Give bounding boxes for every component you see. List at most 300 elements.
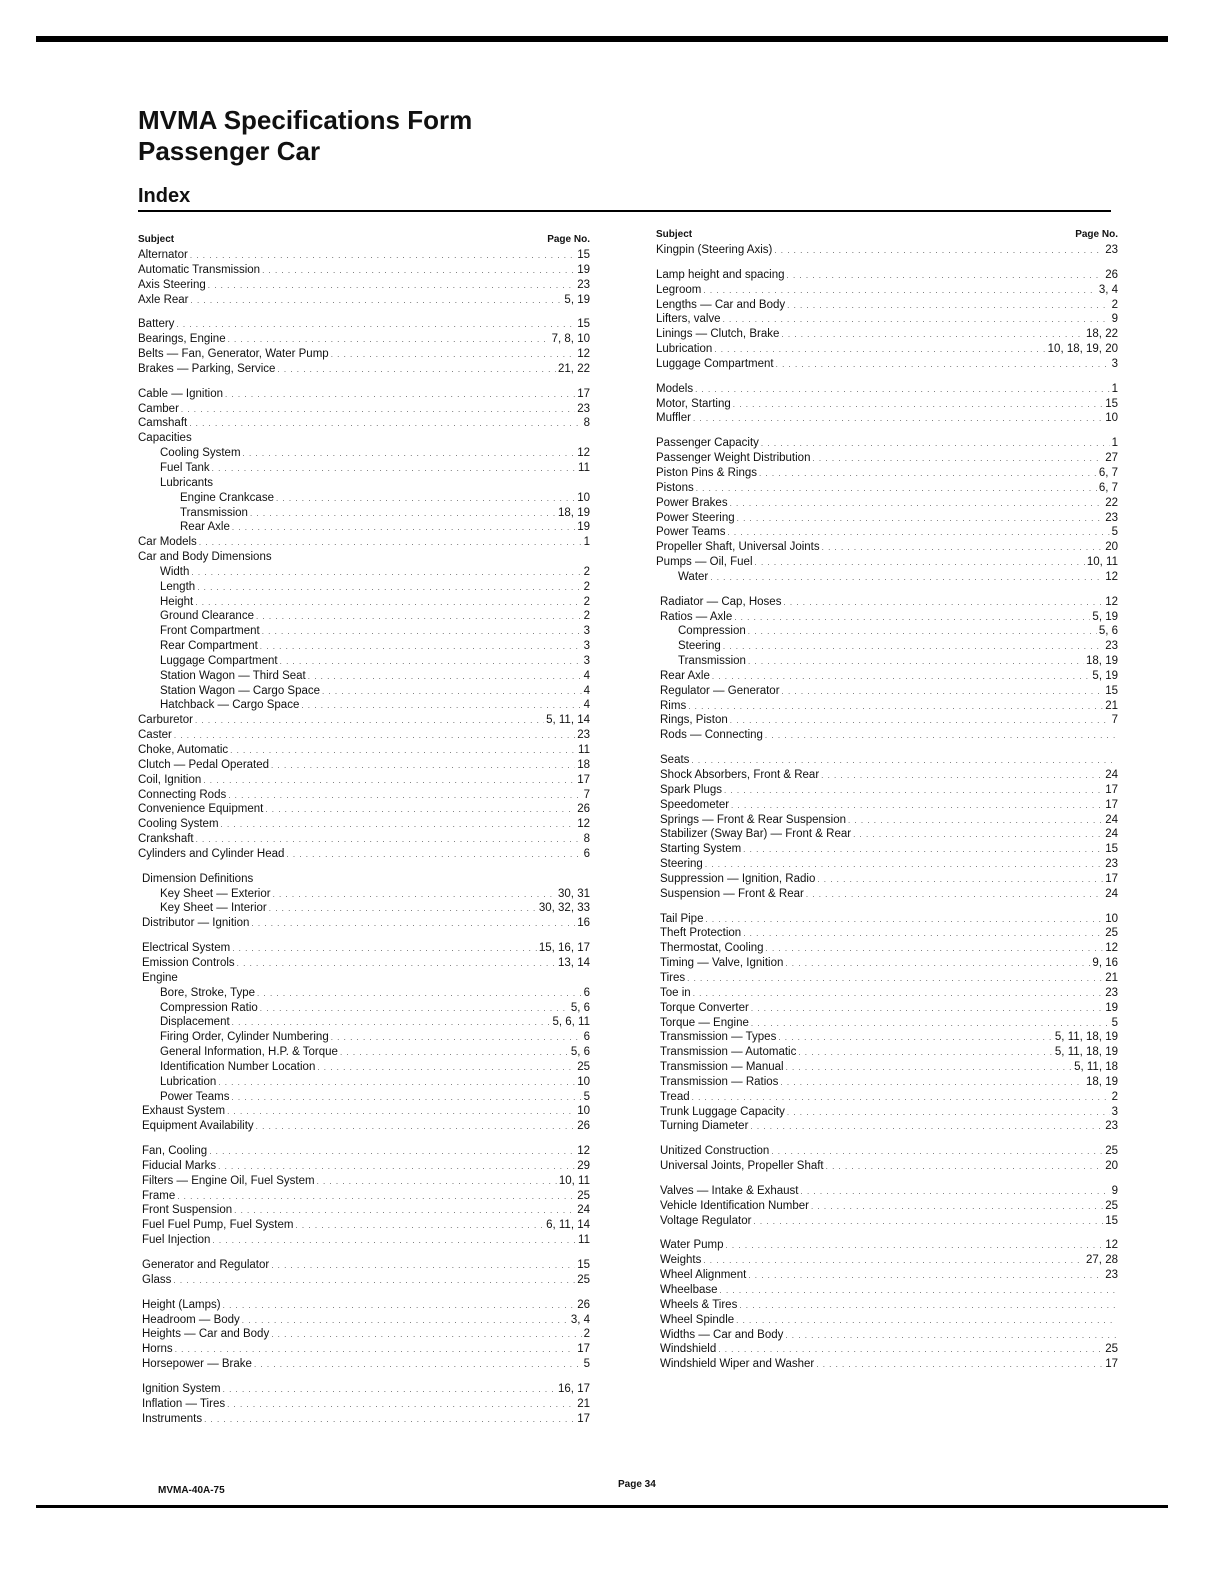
index-entry xyxy=(138,476,590,491)
dot-leader xyxy=(218,1075,575,1091)
entry-subject: Lubrication xyxy=(656,343,713,356)
entry-page: 8 xyxy=(583,833,590,846)
entry-subject: Lifters, valve xyxy=(656,313,721,326)
dot-leader xyxy=(771,1144,1103,1160)
index-entry xyxy=(138,901,590,916)
entry-page: 7 xyxy=(1111,714,1118,727)
index-entry xyxy=(656,610,1118,625)
entry-subject: Steering xyxy=(660,858,703,871)
dot-leader xyxy=(693,986,1104,1002)
group-gap xyxy=(656,426,1118,436)
entry-page: 10 xyxy=(577,1075,590,1088)
entry-page: 24 xyxy=(577,1204,590,1217)
entry-subject: Compression Ratio xyxy=(160,1001,258,1014)
entry-subject: Carburetor xyxy=(138,714,193,727)
dot-leader xyxy=(254,1357,582,1373)
index-entry xyxy=(138,941,590,956)
dot-leader xyxy=(753,1214,1103,1230)
index-entry xyxy=(138,550,590,565)
dot-leader xyxy=(782,684,1104,700)
entry-page: 3 xyxy=(583,625,590,638)
index-entry xyxy=(138,491,590,506)
entry-subject: Key Sheet — Exterior xyxy=(160,887,271,900)
entry-page: 1 xyxy=(583,536,590,549)
entry-page: 1 xyxy=(1111,437,1118,450)
entry-subject: Rims xyxy=(660,699,687,712)
entry-subject: Horns xyxy=(142,1343,173,1356)
entry-subject: Rear Compartment xyxy=(160,640,258,653)
entry-subject: Tread xyxy=(660,1090,690,1103)
entry-page: 27 xyxy=(1105,452,1118,465)
index-entry xyxy=(138,817,590,832)
entry-subject: Cable — Ignition xyxy=(138,387,224,400)
group-gap xyxy=(138,862,590,872)
index-entry xyxy=(656,728,1118,743)
entry-subject: Wheels & Tires xyxy=(660,1298,738,1311)
entry-page: 5, 11, 18 xyxy=(1074,1061,1118,1074)
entry-subject: Camshaft xyxy=(138,417,188,430)
entry-page: 21, 22 xyxy=(558,362,590,375)
index-entry xyxy=(138,1233,590,1248)
dot-leader xyxy=(737,511,1104,527)
entry-page: 4 xyxy=(583,684,590,697)
entry-page: 17 xyxy=(577,1412,590,1425)
entry-subject: Suspension — Front & Rear xyxy=(660,887,804,900)
entry-page: 21 xyxy=(1105,699,1118,712)
entry-page: 11 xyxy=(578,461,590,474)
dot-leader xyxy=(331,1030,582,1046)
dot-leader xyxy=(801,1184,1110,1200)
entry-page: 23 xyxy=(1105,1120,1118,1133)
entry-page: 10 xyxy=(577,491,590,504)
index-entry xyxy=(656,842,1118,857)
entry-subject: Transmission — Automatic xyxy=(660,1046,797,1059)
entry-subject: Exhaust System xyxy=(142,1105,226,1118)
column-header xyxy=(138,232,590,248)
entry-subject: Lengths — Car and Body xyxy=(656,298,786,311)
index-entry xyxy=(656,1075,1118,1090)
index-entry xyxy=(656,312,1118,327)
entry-page: 17 xyxy=(1105,1358,1118,1371)
index-entry xyxy=(656,1105,1118,1120)
entry-page: 12 xyxy=(1105,1239,1118,1252)
dot-leader xyxy=(705,857,1103,873)
dot-leader xyxy=(232,1015,551,1031)
index-entry xyxy=(656,342,1118,357)
form-id: MVMA-40A-75 xyxy=(158,1485,225,1496)
group-gap xyxy=(656,258,1118,268)
dot-leader xyxy=(693,411,1103,427)
entry-page: 23 xyxy=(1105,511,1118,524)
entry-page: 23 xyxy=(577,402,590,415)
index-entry xyxy=(656,595,1118,610)
entry-subject: Piston Pins & Rings xyxy=(656,466,757,479)
dot-leader xyxy=(727,525,1109,541)
index-entry xyxy=(138,639,590,654)
index-entry xyxy=(138,580,590,595)
entry-page: 2 xyxy=(583,565,590,578)
dot-leader xyxy=(710,570,1103,586)
index-entry xyxy=(656,268,1118,283)
index-entry xyxy=(138,669,590,684)
entry-page: 10, 11 xyxy=(558,1174,590,1187)
entry-subject: Spark Plugs xyxy=(660,783,723,796)
dot-leader xyxy=(234,1203,575,1219)
index-list-left xyxy=(138,248,590,1426)
dot-leader xyxy=(724,783,1103,799)
document-title xyxy=(138,105,472,167)
dot-leader xyxy=(687,971,1103,987)
dot-leader xyxy=(218,1159,575,1175)
index-entry xyxy=(656,481,1118,496)
entry-page: 3, 4 xyxy=(570,1313,590,1326)
entry-subject: Unitized Construction xyxy=(660,1145,770,1158)
entry-subject: Axis Steering xyxy=(138,278,206,291)
index-entry xyxy=(656,684,1118,699)
dot-leader xyxy=(230,743,576,759)
entry-subject: Convenience Equipment xyxy=(138,803,264,816)
index-entry xyxy=(138,248,590,263)
dot-leader xyxy=(174,728,575,744)
entry-subject: Speedometer xyxy=(660,798,730,811)
entry-page: 18 xyxy=(577,758,590,771)
index-entry xyxy=(656,1328,1118,1343)
entry-page: 4 xyxy=(583,699,590,712)
dot-leader xyxy=(232,520,575,536)
group-gap xyxy=(138,1288,590,1298)
group-gap xyxy=(656,902,1118,912)
entry-subject: Axle Rear xyxy=(138,293,189,306)
entry-subject: Fuel Fuel Pump, Fuel System xyxy=(142,1219,294,1232)
dot-leader xyxy=(712,669,1091,685)
dot-leader xyxy=(817,872,1103,888)
dot-leader xyxy=(703,283,1096,299)
dot-leader xyxy=(774,243,1103,259)
index-entry xyxy=(138,971,590,986)
index-entry xyxy=(656,1342,1118,1357)
dot-leader xyxy=(696,481,1097,497)
entry-subject: Windshield Wiper and Washer xyxy=(660,1358,815,1371)
entry-subject: Trunk Luggage Capacity xyxy=(660,1105,785,1118)
index-entry xyxy=(656,1144,1118,1159)
index-entry xyxy=(138,1397,590,1412)
index-entry xyxy=(138,416,590,431)
group-gap xyxy=(656,1174,1118,1184)
index-entry xyxy=(138,1001,590,1016)
entry-subject: Power Teams xyxy=(160,1090,230,1103)
dot-leader xyxy=(725,1238,1103,1254)
entry-page: 2 xyxy=(583,580,590,593)
entry-page: 12 xyxy=(1105,942,1118,955)
entry-subject: Linings — Clutch, Brake xyxy=(656,328,780,341)
index-entry xyxy=(656,753,1118,768)
entry-subject: Fuel Tank xyxy=(160,461,210,474)
entry-page: 3 xyxy=(583,640,590,653)
entry-page: 5 xyxy=(1111,1016,1118,1029)
entry-subject: Battery xyxy=(138,318,175,331)
dot-leader xyxy=(225,387,575,403)
entry-page: 15 xyxy=(1105,684,1118,697)
entry-subject: Dimension Definitions xyxy=(142,872,254,885)
entry-subject: Voltage Regulator xyxy=(660,1214,752,1227)
index-entry xyxy=(656,397,1118,412)
entry-page: 9 xyxy=(1111,1184,1118,1197)
index-entry xyxy=(138,1218,590,1233)
entry-page: 5, 6 xyxy=(1098,625,1118,638)
entry-page: 25 xyxy=(1105,1145,1118,1158)
entry-page: 6 xyxy=(583,847,590,860)
entry-page: 12 xyxy=(1105,570,1118,583)
entry-subject: Fiducial Marks xyxy=(142,1159,217,1172)
dot-leader xyxy=(212,461,576,477)
dot-leader xyxy=(714,342,1045,358)
dot-leader xyxy=(723,639,1103,655)
dot-leader xyxy=(273,887,556,903)
entry-page: 30, 31 xyxy=(558,887,590,900)
entry-subject: Belts — Fan, Generator, Water Pump xyxy=(138,348,329,361)
group-gap xyxy=(138,377,590,387)
entry-page: 1 xyxy=(1111,382,1118,395)
dot-leader xyxy=(785,1328,1116,1344)
page-number: Page 34 xyxy=(618,1479,656,1490)
entry-page: 17 xyxy=(577,387,590,400)
entry-subject: Front Compartment xyxy=(160,625,260,638)
dot-leader xyxy=(723,312,1110,328)
index-entry xyxy=(138,1342,590,1357)
entry-page: 23 xyxy=(577,729,590,742)
index-rule xyxy=(138,210,1111,212)
index-entry xyxy=(656,1030,1118,1045)
entry-subject: Wheel Alignment xyxy=(660,1269,747,1282)
index-entry xyxy=(138,1119,590,1134)
entry-subject: Coil, Ignition xyxy=(138,773,202,786)
dot-leader xyxy=(256,609,582,625)
index-entry xyxy=(138,1203,590,1218)
group-gap xyxy=(138,307,590,317)
entry-page: 20 xyxy=(1105,1160,1118,1173)
dot-leader xyxy=(776,357,1110,373)
index-entry xyxy=(138,565,590,580)
entry-subject: Ground Clearance xyxy=(160,610,254,623)
index-entry xyxy=(656,1313,1118,1328)
entry-subject: Wheel Spindle xyxy=(660,1313,735,1326)
index-entry xyxy=(656,926,1118,941)
dot-leader xyxy=(242,1313,569,1329)
entry-subject: Capacities xyxy=(138,432,192,445)
dot-leader xyxy=(691,753,1116,769)
entry-subject: Firing Order, Cylinder Numbering xyxy=(160,1031,329,1044)
entry-page: 27, 28 xyxy=(1086,1254,1118,1267)
dot-leader xyxy=(208,278,575,294)
index-entry xyxy=(138,535,590,550)
index-entry xyxy=(656,1184,1118,1199)
entry-page: 25 xyxy=(1105,1343,1118,1356)
entry-page: 23 xyxy=(1105,640,1118,653)
index-entry xyxy=(656,798,1118,813)
entry-page: 24 xyxy=(1105,813,1118,826)
dot-leader xyxy=(731,798,1103,814)
subject-header: Subject xyxy=(656,229,693,240)
index-entry xyxy=(656,872,1118,887)
entry-subject: Suppression — Ignition, Radio xyxy=(660,872,816,885)
index-entry xyxy=(138,847,590,862)
index-entry xyxy=(656,525,1118,540)
index-entry xyxy=(138,595,590,610)
dot-leader xyxy=(260,1001,569,1017)
entry-subject: Key Sheet — Interior xyxy=(160,902,267,915)
index-entry xyxy=(656,1268,1118,1283)
dot-leader xyxy=(811,1199,1103,1215)
entry-subject: Passenger Capacity xyxy=(656,437,759,450)
entry-page: 6, 11, 14 xyxy=(546,1219,590,1232)
entry-subject: Fan, Cooling xyxy=(142,1145,208,1158)
entry-subject: Brakes — Parking, Service xyxy=(138,362,276,375)
index-entry xyxy=(138,1313,590,1328)
dot-leader xyxy=(197,580,581,596)
entry-page: 10, 11 xyxy=(1086,556,1118,569)
dot-leader xyxy=(189,416,581,432)
index-entry xyxy=(138,916,590,931)
group-gap xyxy=(656,1228,1118,1238)
dot-leader xyxy=(778,1030,1053,1046)
entry-subject: Electrical System xyxy=(142,942,231,955)
dot-leader xyxy=(748,624,1097,640)
entry-subject: Filters — Engine Oil, Fuel System xyxy=(142,1174,315,1187)
entry-subject: Hatchback — Cargo Space xyxy=(160,699,300,712)
index-entry xyxy=(138,263,590,278)
dot-leader xyxy=(765,728,1116,744)
entry-page: 17 xyxy=(1105,783,1118,796)
entry-subject: Steering xyxy=(678,640,721,653)
index-entry xyxy=(138,1174,590,1189)
index-entry xyxy=(138,402,590,417)
index-entry xyxy=(138,293,590,308)
index-entry xyxy=(138,1327,590,1342)
index-entry xyxy=(138,332,590,347)
entry-page: 25 xyxy=(577,1273,590,1286)
entry-subject: Theft Protection xyxy=(660,927,742,940)
entry-subject: Height xyxy=(160,595,194,608)
dot-leader xyxy=(196,832,582,848)
title-line-1: MVMA Specifications Form xyxy=(138,105,473,135)
index-column-right xyxy=(656,227,1118,1372)
index-entry xyxy=(138,1015,590,1030)
entry-page: 26 xyxy=(1105,268,1118,281)
entry-page: 16, 17 xyxy=(558,1382,590,1395)
index-heading: Index xyxy=(138,185,191,207)
entry-subject: Power Steering xyxy=(656,511,735,524)
entry-page: 17 xyxy=(1105,798,1118,811)
entry-page: 21 xyxy=(1105,971,1118,984)
entry-page: 3 xyxy=(1111,1105,1118,1118)
dot-leader xyxy=(853,827,1103,843)
entry-subject: Luggage Compartment xyxy=(160,654,278,667)
entry-subject: Kingpin (Steering Axis) xyxy=(656,244,773,256)
entry-subject: Bearings, Engine xyxy=(138,333,226,346)
entry-subject: Frame xyxy=(142,1189,176,1202)
dot-leader xyxy=(720,1283,1116,1299)
dot-leader xyxy=(203,773,575,789)
index-entry xyxy=(138,1045,590,1060)
index-entry xyxy=(656,570,1118,585)
entry-subject: Weights xyxy=(660,1254,702,1267)
dot-leader xyxy=(223,1382,556,1398)
entry-page: 10 xyxy=(577,1105,590,1118)
index-entry xyxy=(138,1412,590,1427)
index-list-right xyxy=(656,243,1118,1372)
entry-page: 6 xyxy=(583,986,590,999)
index-entry xyxy=(656,436,1118,451)
dot-leader xyxy=(322,684,582,700)
dot-leader xyxy=(223,1298,576,1314)
entry-page: 2 xyxy=(583,1328,590,1341)
entry-subject: Camber xyxy=(138,402,179,415)
entry-page: 23 xyxy=(1105,244,1118,256)
entry-subject: Cooling System xyxy=(138,818,219,831)
top-rule xyxy=(36,36,1168,42)
index-entry xyxy=(138,773,590,788)
entry-subject: Pumps — Oil, Fuel xyxy=(656,556,753,569)
dot-leader xyxy=(755,555,1085,571)
entry-page: 11 xyxy=(578,1234,590,1247)
entry-page: 6, 7 xyxy=(1098,466,1118,479)
bottom-rule xyxy=(36,1505,1168,1508)
group-gap xyxy=(656,372,1118,382)
entry-subject: Car Models xyxy=(138,536,197,549)
entry-subject: Fuel Injection xyxy=(142,1234,211,1247)
entry-subject: Alternator xyxy=(138,249,188,261)
entry-page: 26 xyxy=(577,803,590,816)
index-entry xyxy=(656,699,1118,714)
entry-subject: Emission Controls xyxy=(142,956,235,969)
entry-subject: Universal Joints, Propeller Shaft xyxy=(660,1160,824,1173)
entry-subject: Heights — Car and Body xyxy=(142,1328,270,1341)
dot-leader xyxy=(295,1218,544,1234)
index-entry xyxy=(138,1104,590,1119)
dot-leader xyxy=(195,595,581,611)
entry-subject: Widths — Car and Body xyxy=(660,1328,784,1341)
index-entry xyxy=(138,520,590,535)
entry-page: 5 xyxy=(583,1090,590,1103)
index-entry xyxy=(138,1273,590,1288)
entry-subject: Transmission — Manual xyxy=(660,1061,784,1074)
entry-page: 30, 32, 33 xyxy=(538,902,590,915)
entry-subject: Displacement xyxy=(160,1016,230,1029)
index-entry xyxy=(656,283,1118,298)
dot-leader xyxy=(265,802,575,818)
entry-page: 5, 11, 18, 19 xyxy=(1054,1031,1118,1044)
dot-leader xyxy=(286,847,581,863)
entry-page: 5, 6 xyxy=(570,1001,590,1014)
entry-subject: Water xyxy=(678,570,709,583)
dot-leader xyxy=(260,639,582,655)
dot-leader xyxy=(822,540,1104,556)
entry-subject: Engine Crankcase xyxy=(180,491,274,504)
column-header xyxy=(656,227,1118,243)
dot-leader xyxy=(271,1327,581,1343)
entry-subject: Legroom xyxy=(656,283,702,296)
entry-page: 3 xyxy=(1111,357,1118,370)
dot-leader xyxy=(730,496,1104,512)
entry-subject: Generator and Regulator xyxy=(142,1259,270,1271)
subject-header: Subject xyxy=(138,234,175,245)
index-entry xyxy=(138,758,590,773)
entry-page: 24 xyxy=(1105,887,1118,900)
index-entry xyxy=(138,832,590,847)
entry-page: 5, 19 xyxy=(1092,669,1118,682)
index-entry xyxy=(138,387,590,402)
entry-subject: Rear Axle xyxy=(180,521,230,534)
